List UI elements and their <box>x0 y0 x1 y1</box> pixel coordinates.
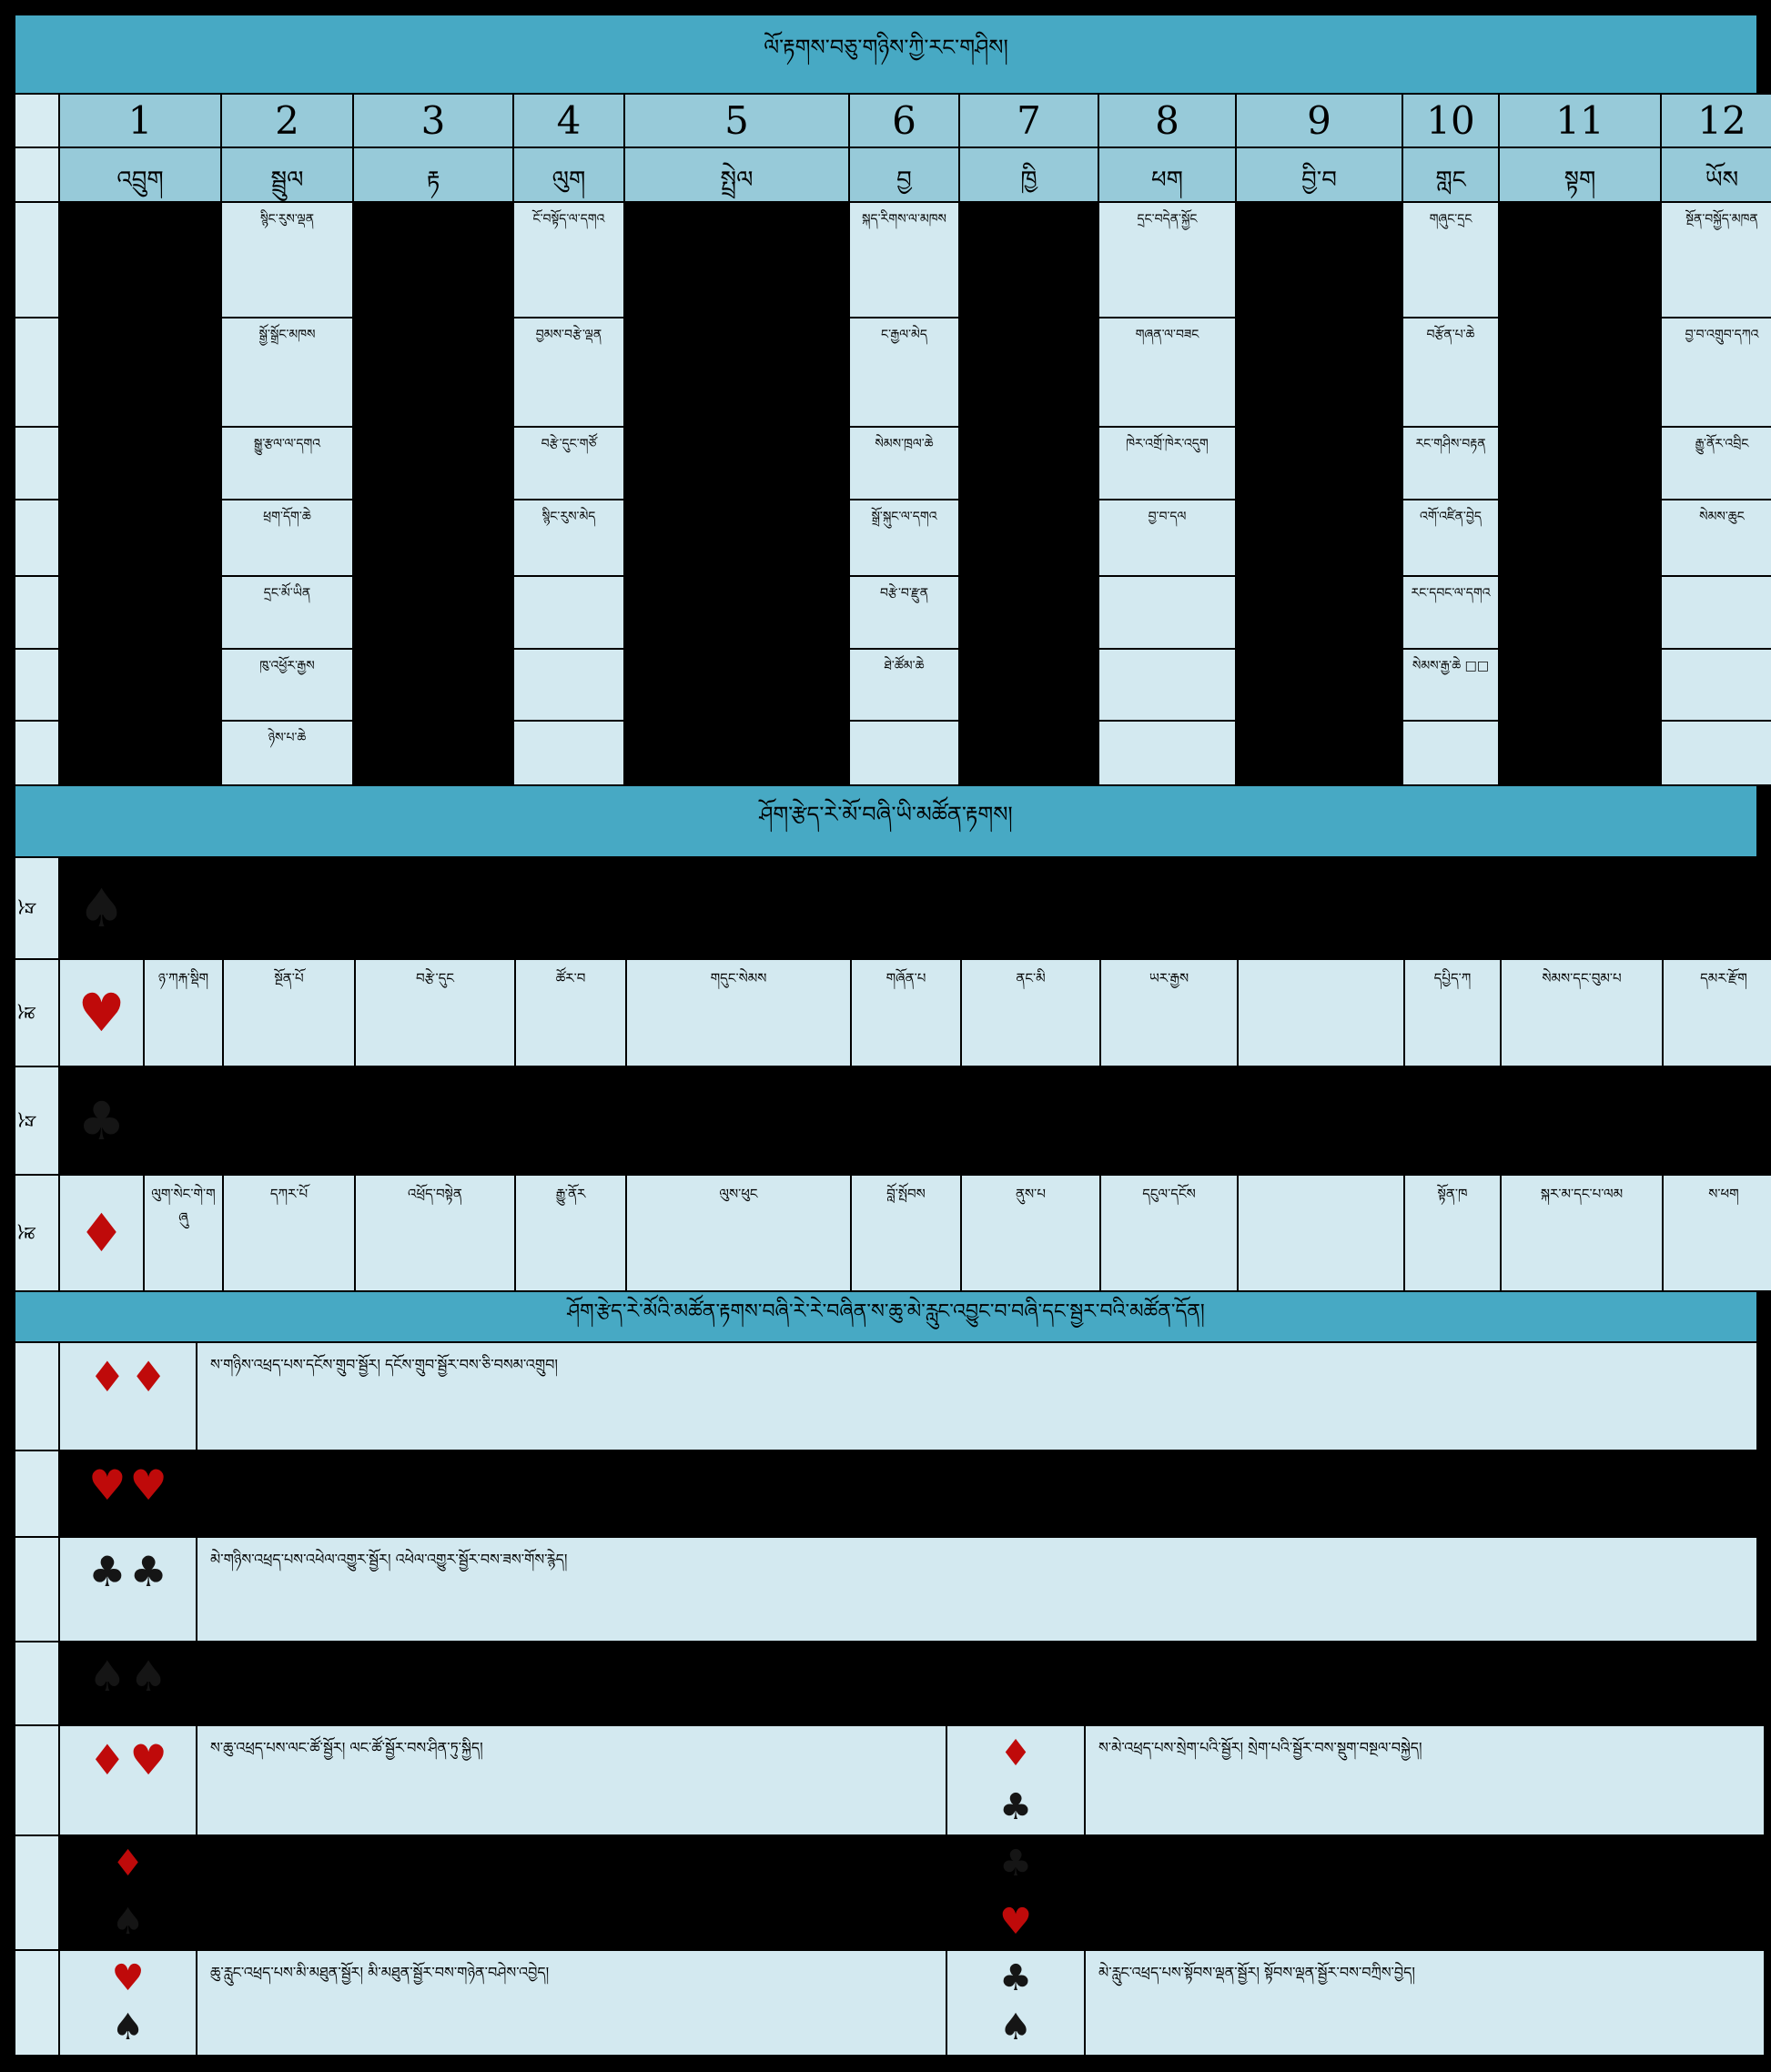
gender-cell <box>15 858 58 958</box>
suit-meaning-cell <box>1405 858 1500 958</box>
heart-suit-icon: ♥ <box>999 1901 1032 1943</box>
trait-cell <box>625 428 848 499</box>
gender-label: ཕོ <box>20 902 43 915</box>
suit-meaning-cell <box>145 858 222 958</box>
suit-meaning-cell <box>356 1067 514 1174</box>
year-signs-table <box>14 95 1758 786</box>
trait-cell <box>625 722 848 784</box>
trait-cell <box>354 318 512 426</box>
trait-cell <box>1403 722 1498 784</box>
trait-cell <box>354 722 512 784</box>
diamond-suit-icon: ♦ <box>88 1735 126 1784</box>
gender-label: མོ <box>20 1226 43 1240</box>
diamond-suit-icon: ♦ <box>88 1352 126 1401</box>
suit-meaning-cell <box>1239 960 1403 1066</box>
trait-cell <box>60 318 220 426</box>
suit-meaning-cell <box>627 1067 850 1174</box>
year-signs-title: ལོ་རྟགས་བཅུ་གཉིས་ཀྱི་རང་གཤིས། <box>14 14 1758 95</box>
trait-cell <box>1237 650 1402 720</box>
trait-cell <box>60 203 220 317</box>
combination-row <box>14 1726 1758 1836</box>
club-suit-icon: ♣ <box>88 1547 126 1596</box>
animal-label-8: ཕག <box>1099 148 1235 201</box>
club-suit-icon: ♣ <box>999 1786 1032 1828</box>
trait-cell: བྱམས་བརྩེ་ལྡན <box>514 318 623 426</box>
animal-label-12: ཡོས <box>1662 148 1771 201</box>
suit-meaning-cell <box>1664 858 1771 958</box>
trait-cell <box>354 500 512 575</box>
trait-cell <box>60 577 220 648</box>
suit-meaning-cell <box>1502 858 1662 958</box>
trait-cell <box>625 500 848 575</box>
trait-cell <box>960 500 1098 575</box>
trait-cell: གཞུང་དྲང <box>1403 203 1498 317</box>
trait-cell <box>1500 577 1660 648</box>
animal-label-2: སྦྲུལ <box>222 148 352 201</box>
combination-row <box>14 1642 1758 1726</box>
gender-label: མོ <box>20 1006 43 1020</box>
suit-meaning-cell <box>1502 1067 1662 1174</box>
combination-text: མེ་རླུང་འཕྲད་པས་སྟོབས་ལྡན་སྦྱོར། སྟོབས་ལྡན་སྦྱོར་བས་བཀྲིས་བྱེད། <box>1086 1951 1764 2055</box>
suit-meaning-cell <box>627 858 850 958</box>
suit-meaning-cell <box>1405 1067 1500 1174</box>
trait-cell <box>960 428 1098 499</box>
suit-meaning-cell <box>852 1067 960 1174</box>
animal-label-9: བྱི་བ <box>1237 148 1402 201</box>
trait-cell <box>1099 650 1235 720</box>
trait-cell: སྙིང་རུས་ལྡན <box>222 203 352 317</box>
trait-cell: ཐེ་ཚོམ་ཆེ <box>850 650 958 720</box>
suit-meaning-cell: འཕྲོད་བསྟེན <box>356 1176 514 1290</box>
row-header-cell <box>15 1343 58 1450</box>
suit-meaning-cell: ཡར་རྒྱས <box>1101 960 1237 1066</box>
suit-meaning-cell: ལུག་སེང་གེ་གཞུ <box>145 1176 222 1290</box>
suit-meaning-cell: དངུལ་དངོས <box>1101 1176 1237 1290</box>
trait-cell: བརྩོན་པ་ཆེ <box>1403 318 1498 426</box>
row-header-cell <box>15 722 58 784</box>
trait-cell: བྱ་བ་འགྲུབ་དཀའ <box>1662 318 1771 426</box>
suit-meaning-cell: ལུས་ཕུང <box>627 1176 850 1290</box>
suit-meaning-cell: སྐར་མ་དང་པ་ལམ <box>1502 1176 1662 1290</box>
trait-cell <box>514 650 623 720</box>
trait-cell <box>1662 577 1771 648</box>
diamond-suit-icon: ♦ <box>111 1843 145 1885</box>
column-number-12: 12 <box>1662 95 1771 147</box>
trait-cell <box>1237 577 1402 648</box>
trait-cell <box>1500 722 1660 784</box>
row-header-cell <box>15 203 58 317</box>
suit-pair-cell <box>947 1836 1084 1949</box>
trait-cell <box>850 722 958 784</box>
column-number-8: 8 <box>1099 95 1235 147</box>
combination-row <box>14 1538 1758 1642</box>
trait-cell: ཕྲག་དོག་ཆེ <box>222 500 352 575</box>
suit-symbols-table <box>14 858 1758 1292</box>
trait-cell: ཁེར་འགྲོ་ཁེར་འདུག <box>1099 428 1235 499</box>
column-number-7: 7 <box>960 95 1098 147</box>
suit-meaning-cell <box>1101 1067 1237 1174</box>
heart-suit-icon: ♥ <box>129 1461 167 1510</box>
combination-text: མེ་གཉིས་འཕྲད་པས་འཕེལ་འགྱུར་སྦྱོར། འཕེལ་འགྱུར་སྦྱོར་བས་ཟས་གོས་རྙེད། <box>197 1538 1756 1641</box>
trait-cell <box>960 203 1098 317</box>
suit-meaning-cell <box>356 858 514 958</box>
animal-label-3: རྟ <box>354 148 512 201</box>
trait-cell: སྔོན་བསྐྱོད་མཁན <box>1662 203 1771 317</box>
row-header-cell <box>15 1951 58 2055</box>
combination-text <box>1086 1836 1764 1949</box>
heart-suit-icon: ♥ <box>60 960 143 1066</box>
trait-cell <box>60 500 220 575</box>
suit-pair-cell <box>60 1642 196 1724</box>
heart-suit-icon: ♥ <box>129 1735 167 1784</box>
club-suit-icon: ♣ <box>60 1067 143 1174</box>
suit-meaning-cell: བརྩེ་དུང <box>356 960 514 1066</box>
row-header-cell <box>15 148 58 201</box>
trait-cell <box>354 428 512 499</box>
trait-cell <box>60 722 220 784</box>
suit-symbols-title: ཤོག་རྩེད་རེ་མོ་བཞི་ཡི་མཚོན་རྟགས། <box>14 786 1758 858</box>
suit-meaning-cell: རྒྱུ་ནོར <box>516 1176 625 1290</box>
column-number-6: 6 <box>850 95 958 147</box>
column-number-11: 11 <box>1500 95 1660 147</box>
element-combinations-title: ཤོག་རྩེད་རེ་མོའི་མཚོན་རྟགས་བཞི་རེ་རེ་བཞིན་ས་ཆུ་མེ་རླུང་འབྱུང་བ་བཞི་དང་སྦྱར་བའི་མཚོན་དོན། <box>14 1292 1758 1343</box>
trait-cell <box>60 428 220 499</box>
chart-content <box>14 14 1758 2057</box>
trait-cell: གཞན་ལ་བཟང <box>1099 318 1235 426</box>
suit-meaning-cell <box>224 858 354 958</box>
row-header-cell <box>15 1451 58 1536</box>
suit-meaning-cell <box>224 1067 354 1174</box>
heart-suit-icon: ♥ <box>111 1957 145 1999</box>
suit-meaning-cell <box>1239 1176 1403 1290</box>
column-number-5: 5 <box>625 95 848 147</box>
row-header-cell <box>15 1836 58 1949</box>
trait-cell: དྲང་མོ་ཡིན <box>222 577 352 648</box>
trait-cell <box>625 203 848 317</box>
trait-cell <box>1099 577 1235 648</box>
trait-cell: སེམས་ཁྲལ་ཆེ <box>850 428 958 499</box>
corner-cell <box>15 95 58 147</box>
diamond-suit-icon: ♦ <box>129 1352 167 1401</box>
suit-meaning-cell <box>1239 1067 1403 1174</box>
club-suit-icon: ♣ <box>999 1843 1032 1885</box>
trait-cell: སྐད་རིགས་ལ་མཁས <box>850 203 958 317</box>
column-number-9: 9 <box>1237 95 1402 147</box>
row-header-cell <box>15 650 58 720</box>
suit-pair-cell <box>60 1726 196 1834</box>
suit-meaning-cell: བློ་སྤོབས <box>852 1176 960 1290</box>
suit-pair-cell <box>60 1451 196 1536</box>
club-suit-icon: ♣ <box>999 1957 1032 1999</box>
heart-suit-icon: ♥ <box>88 1461 126 1510</box>
combination-text: ཆུ་རླུང་འཕྲད་པས་མི་མཐུན་སྦྱོར། མི་མཐུན་སྦྱོར་བས་གཉེན་བཤེས་འབྱེད། <box>197 1951 946 2055</box>
suit-pair-cell <box>947 1726 1084 1834</box>
trait-cell: སྒྱུ་རྩལ་ལ་དགའ <box>222 428 352 499</box>
suit-meaning-cell: སེམས་དང་བུམ་པ <box>1502 960 1662 1066</box>
trait-cell <box>1500 428 1660 499</box>
row-header-cell <box>15 428 58 499</box>
trait-cell <box>60 650 220 720</box>
gender-cell <box>15 1067 58 1174</box>
trait-cell <box>1500 318 1660 426</box>
trait-cell <box>1500 650 1660 720</box>
trait-cell <box>1500 500 1660 575</box>
trait-cell <box>514 577 623 648</box>
trait-cell: སྙིང་རུས་མེད <box>514 500 623 575</box>
column-number-10: 10 <box>1403 95 1498 147</box>
trait-cell <box>960 318 1098 426</box>
combination-row <box>14 1836 1758 1951</box>
animal-label-5: སྤྲེལ <box>625 148 848 201</box>
spade-suit-icon: ♠ <box>111 2006 145 2048</box>
trait-cell <box>1662 650 1771 720</box>
suit-pair-cell <box>60 1538 196 1641</box>
suit-meaning-cell: དཀར་པོ <box>224 1176 354 1290</box>
animal-label-11: སྟག <box>1500 148 1660 201</box>
club-suit-icon: ♣ <box>129 1547 167 1596</box>
animal-label-6: བྱ <box>850 148 958 201</box>
suit-pair-cell <box>60 1836 196 1949</box>
trait-cell: བྱ་བ་དལ <box>1099 500 1235 575</box>
row-header-cell <box>15 1726 58 1834</box>
suit-meaning-cell: སྔོན་པོ <box>224 960 354 1066</box>
trait-cell: སྒྲོ་སྐུང་ལ་དགའ <box>850 500 958 575</box>
row-header-cell <box>15 1642 58 1724</box>
trait-cell <box>514 722 623 784</box>
row-header-cell <box>15 500 58 575</box>
spade-suit-icon: ♠ <box>60 858 143 958</box>
trait-cell: རང་གཤིས་བརྟན <box>1403 428 1498 499</box>
trait-cell: དྲང་བདེན་སྐྱོང <box>1099 203 1235 317</box>
combination-text: ས་ཆུ་འཕྲད་པས་ལང་ཚོ་སྦྱོར། ལང་ཚོ་སྦྱོར་བས་ཤིན་ཏུ་སྐྱིད། <box>197 1726 946 1834</box>
trait-cell <box>1662 722 1771 784</box>
diamond-suit-icon: ♦ <box>999 1733 1032 1774</box>
trait-cell: ཉེས་པ་ཆེ <box>222 722 352 784</box>
trait-cell <box>1237 500 1402 575</box>
animal-label-7: ཁྱི <box>960 148 1098 201</box>
suit-meaning-cell <box>1239 858 1403 958</box>
animal-label-4: ལུག <box>514 148 623 201</box>
suit-meaning-cell <box>1664 1067 1771 1174</box>
animal-label-10: གླང <box>1403 148 1498 201</box>
combination-text <box>197 1451 1756 1536</box>
trait-cell <box>625 318 848 426</box>
combination-text <box>197 1642 1756 1724</box>
column-number-4: 4 <box>514 95 623 147</box>
column-number-3: 3 <box>354 95 512 147</box>
suit-meaning-cell: ཚོར་བ <box>516 960 625 1066</box>
trait-cell: ཁུ་འཕྱོར་རྒྱས <box>222 650 352 720</box>
trait-cell <box>625 577 848 648</box>
suit-meaning-cell: གཞོན་པ <box>852 960 960 1066</box>
trait-cell: བརྩེ་བ་རྫུན <box>850 577 958 648</box>
row-header-cell <box>15 577 58 648</box>
trait-cell: སྒྱོ་སྒྲོང་མཁས <box>222 318 352 426</box>
trait-cell: བརྩེ་དུང་གཙོ <box>514 428 623 499</box>
column-number-1: 1 <box>60 95 220 147</box>
trait-cell <box>354 577 512 648</box>
suit-meaning-cell: ནུས་པ <box>962 1176 1099 1290</box>
combination-text <box>197 1836 946 1949</box>
spade-suit-icon: ♠ <box>111 1901 145 1943</box>
trait-cell <box>1099 722 1235 784</box>
trait-cell <box>1500 203 1660 317</box>
suit-meaning-cell: སྟོན་ཁ <box>1405 1176 1500 1290</box>
suit-meaning-cell <box>1101 858 1237 958</box>
suit-meaning-cell <box>962 858 1099 958</box>
gender-label: ཕོ <box>20 1115 43 1127</box>
suit-meaning-cell: གདུང་སེམས <box>627 960 850 1066</box>
suit-meaning-cell: ནང་མི <box>962 960 1099 1066</box>
animal-label-1: འབྲུག <box>60 148 220 201</box>
row-header-cell <box>15 318 58 426</box>
trait-cell: རང་དབང་ལ་དགའ <box>1403 577 1498 648</box>
suit-pair-cell <box>947 1951 1084 2055</box>
suit-meaning-cell: དཔྱིད་ཀ <box>1405 960 1500 1066</box>
trait-cell: རྒྱུ་ནོར་འབྲིང <box>1662 428 1771 499</box>
trait-cell: ངོ་བསྟོད་ལ་དགའ <box>514 203 623 317</box>
combination-text: ས་མེ་འཕྲད་པས་སྲེག་པའི་སྦྱོར། སྲེག་པའི་སྦྱོར་བས་སྡུག་བསྔལ་བསྐྱེད། <box>1086 1726 1764 1834</box>
trait-cell <box>960 650 1098 720</box>
trait-cell: ང་རྒྱལ་མེད <box>850 318 958 426</box>
suit-meaning-cell: ས་ཕག <box>1664 1176 1771 1290</box>
trait-cell <box>960 577 1098 648</box>
column-number-2: 2 <box>222 95 352 147</box>
suit-meaning-cell <box>516 858 625 958</box>
trait-cell <box>354 650 512 720</box>
suit-meaning-cell <box>145 1067 222 1174</box>
element-combinations-table <box>14 1343 1758 2057</box>
trait-cell: སེམས་ཆུང <box>1662 500 1771 575</box>
trait-cell <box>625 650 848 720</box>
row-header-cell <box>15 1538 58 1641</box>
trait-cell <box>960 722 1098 784</box>
trait-cell: འགོ་འཛིན་བྱེད <box>1403 500 1498 575</box>
trait-cell <box>1237 428 1402 499</box>
gender-cell <box>15 1176 58 1290</box>
spade-suit-icon: ♠ <box>88 1652 126 1701</box>
suit-pair-cell <box>60 1951 196 2055</box>
trait-cell <box>1237 318 1402 426</box>
spade-suit-icon: ♠ <box>129 1652 167 1701</box>
diamond-suit-icon: ♦ <box>60 1176 143 1290</box>
trait-cell <box>354 203 512 317</box>
combination-row <box>14 1951 1758 2057</box>
trait-cell <box>1237 722 1402 784</box>
trait-cell <box>1237 203 1402 317</box>
suit-pair-cell <box>60 1343 196 1450</box>
combination-row <box>14 1343 1758 1451</box>
spade-suit-icon: ♠ <box>999 2006 1032 2048</box>
trait-cell: སེམས་རྒྱ་ཆེ □□ <box>1403 650 1498 720</box>
combination-row <box>14 1451 1758 1538</box>
combination-text: ས་གཉིས་འཕྲད་པས་དངོས་གྲུབ་སྦྱོར། དངོས་གྲུབ་སྦྱོར་བས་ཅི་བསམ་འགྲུབ། <box>197 1343 1756 1450</box>
suit-meaning-cell: ཉ་ཀརྐ་སྡིག <box>145 960 222 1066</box>
suit-meaning-cell: དམར་རྫོག <box>1664 960 1771 1066</box>
gender-cell <box>15 960 58 1066</box>
suit-meaning-cell <box>852 858 960 958</box>
suit-meaning-cell <box>516 1067 625 1174</box>
suit-meaning-cell <box>962 1067 1099 1174</box>
